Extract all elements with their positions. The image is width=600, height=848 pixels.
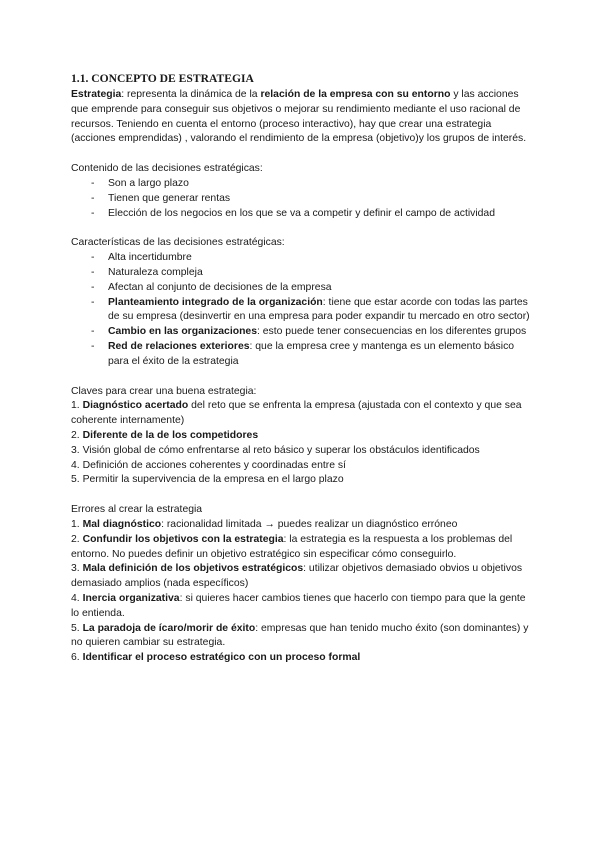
list-item: - Afectan al conjunto de decisiones de la empresa: [91, 281, 530, 296]
item-number: 1.: [71, 518, 83, 530]
item-number: 4.: [71, 459, 83, 471]
claves-heading: Claves para crear una buena estrategia:: [71, 385, 257, 397]
item-text: : racionalidad limitada → puedes realizar un diagnóstico erróneo: [161, 518, 458, 530]
list-item: - Alta incertidumbre: [91, 251, 530, 266]
item-bold: Diferente de la de los competidores: [82, 429, 259, 441]
item-number: 3.: [71, 444, 83, 456]
list-item: [71, 592, 530, 622]
list-item: [71, 399, 530, 429]
item-text: : la estrategia es la respuesta a los problemas del entorno. No puedes definir un objetivo estratégico sin especificar cómo conseguirlo.: [71, 533, 513, 560]
item-bold: Red de relaciones exteriores: [108, 340, 250, 352]
intro-term: Estrategia: [71, 89, 122, 100]
item-bold: Identificar el proceso estratégico con un proceso formal: [82, 652, 361, 664]
item-bold: Mala definición de los objetivos estratégicos: [82, 563, 304, 575]
errores-heading: Errores al crear la estrategia: [71, 504, 203, 516]
list-item: - Tienen que generar rentas: [91, 192, 530, 207]
caracteristicas-heading: Características de las decisiones estratégicas:: [71, 237, 285, 249]
contenido-list: [71, 177, 530, 221]
list-item: [71, 622, 530, 652]
item-text: : esto puede tener consecuencias en los diferentes grupos: [256, 326, 527, 338]
list-item: [71, 429, 530, 444]
errores-list: [71, 518, 530, 666]
item-text: : empresas que han tenido mucho éxito (son dominantes) y no quieren cambiar su estrategia.: [71, 622, 529, 649]
item-bold: Mal diagnóstico: [82, 518, 162, 530]
intro-paragraph: [71, 88, 530, 147]
list-item: [71, 533, 530, 563]
list-item: - Elección de los negocios en los que se va a competir y definir el campo de actividad: [91, 207, 530, 222]
item-bold: La paradoja de ícaro/morir de éxito: [82, 622, 256, 634]
intro-pre: : representa la dinámica de la: [121, 89, 261, 100]
item-text: : utilizar objetivos demasiado obvios u objetivos demasiado amplios (nada específicos): [71, 563, 523, 590]
intro-post: y las acciones que emprende para conseguir sus objetivos o mejorar su rendimiento mediante el uso racional de recursos. Teniendo en cuenta el entorno (proceso interactivo), hay que crear una estrategia (acciones emprendidas) , valorando el rendimiento de la empresa (objetivo)y los grupos de interés.: [71, 89, 527, 145]
item-number: 4.: [71, 592, 83, 604]
item-bold: Planteamiento integrado de la organización: [108, 296, 323, 308]
item-number: 2.: [71, 533, 83, 545]
item-number: 6.: [71, 652, 83, 664]
item-text: : tiene que estar acorde con todas las partes de su empresa (desinvertir en una empresa para poder expandir tu mercado en otro sector): [108, 296, 530, 323]
list-item: [71, 518, 530, 533]
item-bold: Diagnóstico acertado: [82, 400, 189, 412]
list-item: [71, 651, 530, 666]
list-item: [71, 459, 530, 474]
item-text: Visión global de cómo enfrentarse al reto básico y superar los obstáculos identificados: [82, 444, 480, 456]
claves-list: [71, 399, 530, 488]
list-item: [91, 325, 530, 340]
list-item: - Naturaleza compleja: [91, 266, 530, 281]
item-number: 3.: [71, 563, 83, 575]
item-bold: Confundir los objetivos con la estrategia: [82, 533, 284, 545]
item-text: Definición de acciones coherentes y coordinadas entre sí: [82, 459, 346, 471]
list-item: [91, 296, 530, 326]
item-bold: Inercia organizativa: [82, 592, 180, 604]
item-bold: Cambio en las organizaciones: [108, 326, 257, 338]
item-text: Permitir la supervivencia de la empresa en el largo plazo: [82, 474, 344, 486]
list-item: [71, 562, 530, 592]
caracteristicas-list: [71, 251, 530, 369]
intro-bold: relación de la empresa con su entorno: [260, 89, 451, 100]
section-title: 1.1. CONCEPTO DE ESTRATEGIA: [71, 72, 254, 85]
item-number: 2.: [71, 429, 83, 441]
list-item: [91, 340, 530, 370]
item-text: : si quieres hacer cambios tienes que hacerlo con tiempo para que la gente lo entienda.: [71, 592, 526, 619]
item-text: : que la empresa cree y mantenga es un elemento básico para el éxito de la estrategia: [108, 340, 515, 367]
item-number: 1.: [71, 400, 83, 412]
item-number: 5.: [71, 474, 83, 486]
contenido-heading: Contenido de las decisiones estratégicas:: [71, 163, 263, 175]
item-text: del reto que se enfrenta la empresa (ajustada con el contexto y que sea coherente internamente): [71, 400, 522, 427]
list-item: [71, 444, 530, 459]
list-item: [71, 473, 530, 488]
item-number: 5.: [71, 622, 83, 634]
list-item: - Son a largo plazo: [91, 177, 530, 192]
